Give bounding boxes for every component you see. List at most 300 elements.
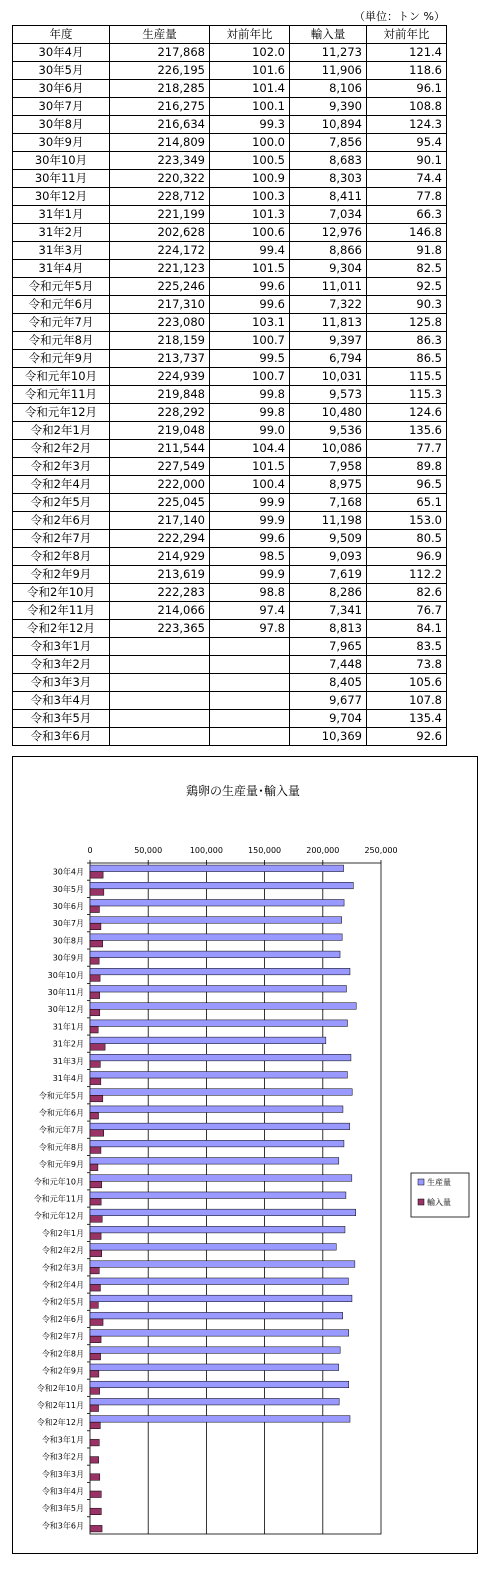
production-bar <box>90 1123 350 1130</box>
imports-bar <box>90 1061 100 1068</box>
cell-imports-yoy: 90.3 <box>367 296 447 314</box>
cell-imports: 6,794 <box>290 350 367 368</box>
category-label: 30年9月 <box>52 953 84 963</box>
table-row <box>13 80 447 98</box>
table-row <box>13 152 447 170</box>
cell-imports: 8,303 <box>290 170 367 188</box>
legend-label-imports: 輸入量 <box>427 1198 451 1207</box>
cell-imports: 7,322 <box>290 296 367 314</box>
cell-production-yoy: 100.5 <box>210 152 290 170</box>
production-bar <box>90 1295 352 1302</box>
table-row <box>13 134 447 152</box>
imports-bar <box>90 923 101 930</box>
cell-production-yoy: 99.6 <box>210 278 290 296</box>
category-label: 令和2年3月 <box>41 1263 84 1273</box>
imports-bar <box>90 1044 105 1051</box>
cell-period: 令和元年11月 <box>13 386 110 404</box>
imports-bar <box>90 1474 100 1481</box>
production-bar <box>90 1244 336 1251</box>
cell-period: 令和元年12月 <box>13 404 110 422</box>
table-row <box>13 224 447 242</box>
category-label: 30年6月 <box>52 902 84 912</box>
cell-period: 30年5月 <box>13 62 110 80</box>
cell-imports: 11,198 <box>290 512 367 530</box>
cell-production: 223,080 <box>110 314 210 332</box>
cell-period: 令和3年5月 <box>13 710 110 728</box>
cell-period: 令和3年1月 <box>13 638 110 656</box>
cell-production: 219,848 <box>110 386 210 404</box>
cell-period: 令和2年6月 <box>13 512 110 530</box>
cell-imports-yoy: 108.8 <box>367 98 447 116</box>
cell-imports-yoy: 115.3 <box>367 386 447 404</box>
cell-production: 202,628 <box>110 224 210 242</box>
imports-bar <box>90 1130 104 1137</box>
cell-production-yoy: 104.4 <box>210 440 290 458</box>
cell-imports-yoy: 92.6 <box>367 728 447 746</box>
cell-production: 213,619 <box>110 566 210 584</box>
cell-period: 令和2年5月 <box>13 494 110 512</box>
cell-production: 214,066 <box>110 602 210 620</box>
cell-production-yoy: 101.5 <box>210 260 290 278</box>
cell-production-yoy: 98.8 <box>210 584 290 602</box>
production-bar <box>90 1209 356 1216</box>
table-row <box>13 440 447 458</box>
category-label: 令和3年6月 <box>41 1521 84 1531</box>
table-row <box>13 332 447 350</box>
imports-bar <box>90 1095 103 1102</box>
cell-period: 令和2年1月 <box>13 422 110 440</box>
cell-imports-yoy: 84.1 <box>367 620 447 638</box>
cell-production-yoy: 99.9 <box>210 566 290 584</box>
table-row <box>13 566 447 584</box>
header-imports: 輸入量 <box>290 26 367 44</box>
cell-imports: 8,106 <box>290 80 367 98</box>
table-row <box>13 548 447 566</box>
cell-production <box>110 728 210 746</box>
cell-imports: 10,031 <box>290 368 367 386</box>
category-label: 31年1月 <box>52 1022 84 1032</box>
production-bar <box>90 1158 339 1165</box>
cell-production-yoy <box>210 674 290 692</box>
chart-area <box>12 756 478 1554</box>
cell-period: 30年10月 <box>13 152 110 170</box>
cell-period: 令和2年2月 <box>13 440 110 458</box>
imports-bar <box>90 1302 98 1309</box>
cell-production-yoy: 99.9 <box>210 512 290 530</box>
imports-bar <box>90 1319 103 1326</box>
cell-imports-yoy: 124.3 <box>367 116 447 134</box>
category-label: 令和元年10月 <box>33 1177 84 1187</box>
cell-production-yoy: 100.6 <box>210 224 290 242</box>
cell-period: 令和2年8月 <box>13 548 110 566</box>
imports-bar <box>90 958 99 965</box>
table-row <box>13 296 447 314</box>
cell-period: 30年11月 <box>13 170 110 188</box>
chart-title: 鶏卵の生産量･輸入量 <box>185 784 301 798</box>
cell-imports: 12,976 <box>290 224 367 242</box>
category-label: 30年4月 <box>52 867 84 877</box>
cell-imports: 7,965 <box>290 638 367 656</box>
production-bar <box>90 1037 326 1044</box>
table-row <box>13 584 447 602</box>
cell-production <box>110 638 210 656</box>
production-bar <box>90 1398 339 1405</box>
cell-imports: 8,813 <box>290 620 367 638</box>
imports-bar <box>90 1285 100 1292</box>
imports-bar <box>90 872 103 879</box>
cell-production: 217,310 <box>110 296 210 314</box>
cell-period: 31年3月 <box>13 242 110 260</box>
cell-production: 218,285 <box>110 80 210 98</box>
header-imports-yoy: 対前年比 <box>367 26 447 44</box>
cell-imports: 10,480 <box>290 404 367 422</box>
category-label: 令和3年2月 <box>41 1452 84 1462</box>
imports-bar <box>90 906 99 913</box>
imports-bar <box>90 1422 100 1429</box>
cell-imports-yoy: 107.8 <box>367 692 447 710</box>
cell-production: 217,140 <box>110 512 210 530</box>
category-label: 30年5月 <box>52 884 84 894</box>
cell-production-yoy: 101.4 <box>210 80 290 98</box>
cell-production-yoy <box>210 728 290 746</box>
cell-imports-yoy: 74.4 <box>367 170 447 188</box>
cell-production: 216,275 <box>110 98 210 116</box>
category-label: 30年10月 <box>47 970 84 980</box>
cell-production <box>110 710 210 728</box>
x-tick-label: 0 <box>87 846 93 855</box>
imports-bar <box>90 1181 102 1188</box>
imports-bar <box>90 1233 101 1240</box>
category-label: 令和元年12月 <box>33 1211 84 1221</box>
imports-bar <box>90 1457 99 1464</box>
cell-production-yoy: 99.9 <box>210 494 290 512</box>
cell-production: 211,544 <box>110 440 210 458</box>
table-row <box>13 350 447 368</box>
cell-production-yoy: 100.0 <box>210 134 290 152</box>
cell-period: 30年4月 <box>13 44 110 62</box>
table-row <box>13 170 447 188</box>
cell-period: 31年1月 <box>13 206 110 224</box>
table-row <box>13 656 447 674</box>
production-bar <box>90 1140 344 1147</box>
cell-imports-yoy: 80.5 <box>367 530 447 548</box>
cell-production-yoy: 99.6 <box>210 530 290 548</box>
cell-production: 222,294 <box>110 530 210 548</box>
cell-imports-yoy: 86.3 <box>367 332 447 350</box>
cell-production: 227,549 <box>110 458 210 476</box>
imports-bar <box>90 1371 99 1378</box>
cell-production: 225,246 <box>110 278 210 296</box>
cell-production-yoy <box>210 692 290 710</box>
cell-production: 213,737 <box>110 350 210 368</box>
cell-period: 令和2年12月 <box>13 620 110 638</box>
production-bar <box>90 1020 347 1027</box>
production-bar <box>90 882 353 889</box>
table-row <box>13 494 447 512</box>
cell-imports: 7,958 <box>290 458 367 476</box>
cell-production: 228,292 <box>110 404 210 422</box>
cell-production-yoy: 99.6 <box>210 296 290 314</box>
cell-production <box>110 656 210 674</box>
category-label: 令和2年11月 <box>36 1400 84 1410</box>
imports-bar <box>90 1405 99 1412</box>
category-label: 30年12月 <box>47 1005 84 1015</box>
cell-production-yoy: 100.7 <box>210 368 290 386</box>
category-label: 令和2年9月 <box>41 1366 84 1376</box>
cell-production-yoy: 100.3 <box>210 188 290 206</box>
cell-period: 令和元年8月 <box>13 332 110 350</box>
cell-period: 30年6月 <box>13 80 110 98</box>
imports-bar <box>90 992 100 999</box>
cell-period: 令和2年9月 <box>13 566 110 584</box>
cell-imports-yoy: 96.5 <box>367 476 447 494</box>
cell-imports: 8,866 <box>290 242 367 260</box>
imports-bar <box>90 889 104 896</box>
cell-production-yoy: 99.3 <box>210 116 290 134</box>
cell-imports-yoy: 115.5 <box>367 368 447 386</box>
production-bar <box>90 1261 355 1268</box>
production-bar <box>90 951 340 958</box>
category-label: 令和元年7月 <box>38 1125 84 1135</box>
imports-bar <box>90 1164 98 1171</box>
cell-production-yoy: 97.4 <box>210 602 290 620</box>
production-bar <box>90 1072 347 1079</box>
cell-production: 221,199 <box>110 206 210 224</box>
table-row <box>13 476 447 494</box>
cell-imports-yoy: 105.6 <box>367 674 447 692</box>
table-row <box>13 728 447 746</box>
cell-imports-yoy: 77.7 <box>367 440 447 458</box>
category-label: 令和3年1月 <box>41 1435 84 1445</box>
imports-bar <box>90 1336 101 1343</box>
header-period: 年度 <box>13 26 110 44</box>
cell-imports-yoy: 73.8 <box>367 656 447 674</box>
imports-bar <box>90 1078 101 1085</box>
cell-imports-yoy: 96.1 <box>367 80 447 98</box>
cell-imports: 9,093 <box>290 548 367 566</box>
cell-period: 令和2年10月 <box>13 584 110 602</box>
cell-production: 222,000 <box>110 476 210 494</box>
imports-bar <box>90 1026 98 1033</box>
cell-imports: 9,677 <box>290 692 367 710</box>
category-label: 令和元年5月 <box>38 1091 84 1101</box>
table-row <box>13 242 447 260</box>
cell-period: 30年12月 <box>13 188 110 206</box>
cell-production-yoy: 101.5 <box>210 458 290 476</box>
cell-production: 218,159 <box>110 332 210 350</box>
cell-production: 217,868 <box>110 44 210 62</box>
imports-bar <box>90 1388 100 1395</box>
cell-production: 214,929 <box>110 548 210 566</box>
cell-imports-yoy: 146.8 <box>367 224 447 242</box>
table-row <box>13 314 447 332</box>
imports-bar <box>90 1112 99 1119</box>
table-row <box>13 188 447 206</box>
table-row <box>13 368 447 386</box>
cell-imports: 11,011 <box>290 278 367 296</box>
imports-bar <box>90 1250 102 1257</box>
cell-period: 令和3年4月 <box>13 692 110 710</box>
cell-imports-yoy: 125.8 <box>367 314 447 332</box>
cell-production: 223,349 <box>110 152 210 170</box>
cell-imports-yoy: 118.6 <box>367 62 447 80</box>
cell-imports: 11,273 <box>290 44 367 62</box>
cell-period: 30年9月 <box>13 134 110 152</box>
table-row <box>13 638 447 656</box>
table-row <box>13 530 447 548</box>
x-tick-label: 200,000 <box>306 846 340 855</box>
x-tick-label: 100,000 <box>189 846 223 855</box>
imports-bar <box>90 1009 100 1016</box>
production-bar <box>90 917 342 924</box>
cell-period: 令和元年9月 <box>13 350 110 368</box>
cell-imports-yoy: 112.2 <box>367 566 447 584</box>
bar-chart <box>13 757 477 1553</box>
production-bar <box>90 1192 346 1199</box>
cell-imports-yoy: 124.6 <box>367 404 447 422</box>
cell-production-yoy: 99.8 <box>210 404 290 422</box>
imports-bar <box>90 1353 101 1360</box>
table-row <box>13 692 447 710</box>
cell-period: 令和2年4月 <box>13 476 110 494</box>
cell-imports: 9,397 <box>290 332 367 350</box>
cell-production-yoy: 99.8 <box>210 386 290 404</box>
production-bar <box>90 865 344 872</box>
cell-production: 222,283 <box>110 584 210 602</box>
cell-period: 令和元年7月 <box>13 314 110 332</box>
cell-imports: 11,813 <box>290 314 367 332</box>
production-bar <box>90 986 346 993</box>
imports-bar <box>90 1199 101 1206</box>
cell-imports: 9,704 <box>290 710 367 728</box>
category-label: 令和2年7月 <box>41 1332 84 1342</box>
cell-period: 令和元年10月 <box>13 368 110 386</box>
category-label: 令和2年8月 <box>41 1349 84 1359</box>
legend-swatch-imports <box>418 1199 424 1205</box>
category-label: 令和2年1月 <box>41 1228 84 1238</box>
imports-bar <box>90 975 100 982</box>
cell-imports: 7,448 <box>290 656 367 674</box>
category-label: 令和2年5月 <box>41 1297 84 1307</box>
category-label: 令和3年5月 <box>41 1504 84 1514</box>
cell-production: 216,634 <box>110 116 210 134</box>
cell-period: 令和3年3月 <box>13 674 110 692</box>
cell-period: 令和2年11月 <box>13 602 110 620</box>
cell-imports-yoy: 76.7 <box>367 602 447 620</box>
legend-label-production: 生産量 <box>427 1178 451 1187</box>
header-production-yoy: 対前年比 <box>210 26 290 44</box>
cell-production-yoy: 100.4 <box>210 476 290 494</box>
category-label: 令和3年3月 <box>41 1469 84 1479</box>
cell-imports: 8,975 <box>290 476 367 494</box>
cell-imports-yoy: 96.9 <box>367 548 447 566</box>
production-bar <box>90 934 342 941</box>
cell-imports-yoy: 92.5 <box>367 278 447 296</box>
cell-imports: 7,619 <box>290 566 367 584</box>
imports-bar <box>90 1267 99 1274</box>
cell-imports: 9,509 <box>290 530 367 548</box>
imports-bar <box>90 1216 102 1223</box>
production-bar <box>90 1278 348 1285</box>
cell-period: 30年8月 <box>13 116 110 134</box>
cell-production: 219,048 <box>110 422 210 440</box>
cell-production-yoy: 101.6 <box>210 62 290 80</box>
cell-imports: 10,086 <box>290 440 367 458</box>
category-label: 令和2年4月 <box>41 1280 84 1290</box>
cell-imports-yoy: 82.6 <box>367 584 447 602</box>
cell-period: 令和2年3月 <box>13 458 110 476</box>
cell-production-yoy: 97.8 <box>210 620 290 638</box>
cell-production-yoy: 100.1 <box>210 98 290 116</box>
cell-period: 令和元年5月 <box>13 278 110 296</box>
cell-imports-yoy: 65.1 <box>367 494 447 512</box>
cell-imports: 10,894 <box>290 116 367 134</box>
cell-production: 225,045 <box>110 494 210 512</box>
cell-production-yoy: 103.1 <box>210 314 290 332</box>
cell-period: 31年2月 <box>13 224 110 242</box>
cell-production <box>110 674 210 692</box>
category-label: 令和2年6月 <box>41 1314 84 1324</box>
production-bar <box>90 1347 340 1354</box>
table-row <box>13 710 447 728</box>
data-table <box>12 25 447 746</box>
x-tick-label: 150,000 <box>248 846 282 855</box>
table-header-row <box>13 26 447 44</box>
category-label: 令和3年4月 <box>41 1486 84 1496</box>
table-body <box>13 44 447 746</box>
cell-imports-yoy: 135.4 <box>367 710 447 728</box>
production-bar <box>90 968 350 975</box>
cell-imports: 9,536 <box>290 422 367 440</box>
production-bar <box>90 1175 352 1182</box>
cell-production <box>110 692 210 710</box>
table-row <box>13 512 447 530</box>
cell-imports-yoy: 83.5 <box>367 638 447 656</box>
imports-bar <box>90 1147 101 1154</box>
cell-period: 令和2年7月 <box>13 530 110 548</box>
table-row <box>13 206 447 224</box>
production-bar <box>90 1089 352 1096</box>
cell-period: 令和3年2月 <box>13 656 110 674</box>
category-label: 31年2月 <box>52 1039 84 1049</box>
category-label: 31年3月 <box>52 1056 84 1066</box>
cell-imports: 8,286 <box>290 584 367 602</box>
cell-imports: 8,683 <box>290 152 367 170</box>
cell-imports-yoy: 91.8 <box>367 242 447 260</box>
table-row <box>13 458 447 476</box>
cell-imports-yoy: 82.5 <box>367 260 447 278</box>
cell-period: 30年7月 <box>13 98 110 116</box>
cell-imports-yoy: 95.4 <box>367 134 447 152</box>
category-label: 令和元年11月 <box>33 1194 84 1204</box>
category-label: 30年11月 <box>47 988 84 998</box>
imports-bar <box>90 1525 102 1532</box>
table-row <box>13 98 447 116</box>
cell-production-yoy: 100.7 <box>210 332 290 350</box>
table-row <box>13 44 447 62</box>
cell-production-yoy: 99.0 <box>210 422 290 440</box>
cell-production: 221,123 <box>110 260 210 278</box>
cell-period: 令和3年6月 <box>13 728 110 746</box>
table-row <box>13 620 447 638</box>
category-label: 令和2年2月 <box>41 1246 84 1256</box>
cell-production: 224,172 <box>110 242 210 260</box>
production-bar <box>90 899 344 906</box>
cell-production-yoy: 98.5 <box>210 548 290 566</box>
legend-swatch-production <box>418 1179 424 1185</box>
category-label: 令和元年8月 <box>38 1142 84 1152</box>
imports-bar <box>90 940 103 947</box>
